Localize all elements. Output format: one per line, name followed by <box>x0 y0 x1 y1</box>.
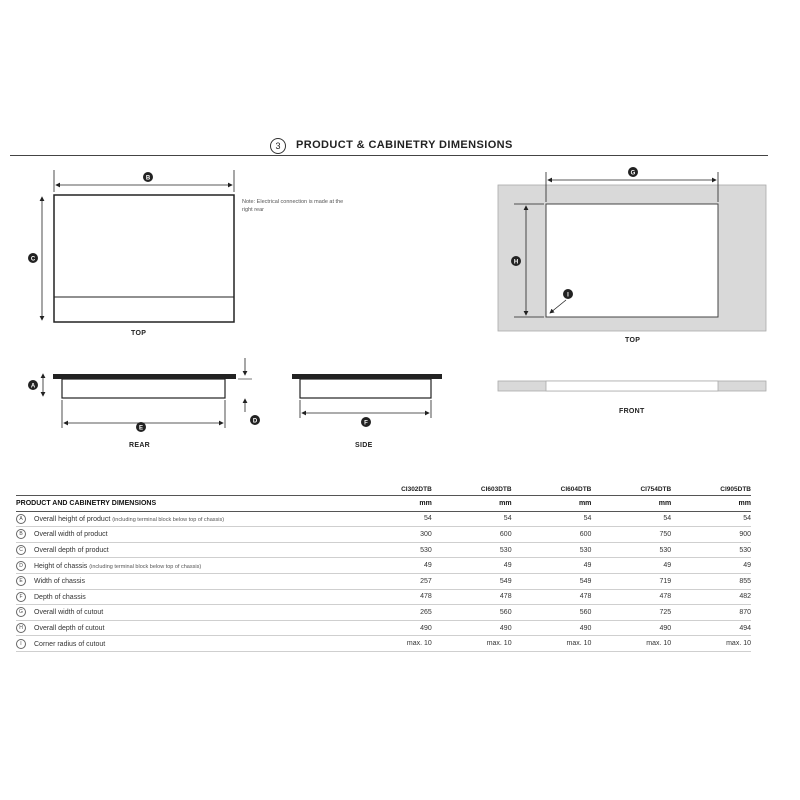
label-top-cutout: TOP <box>625 337 641 344</box>
row-key-badge: A <box>16 514 26 524</box>
value-cell: 490 <box>432 620 512 636</box>
value-cell: max. 10 <box>432 636 512 652</box>
electrical-note: Note: Electrical connection is made at the right rear <box>242 199 344 213</box>
value-cell: 530 <box>591 542 671 558</box>
row-label: Overall width of product <box>34 531 108 539</box>
value-cell: 600 <box>432 527 512 543</box>
value-cell: max. 10 <box>591 636 671 652</box>
row-key-badge: G <box>16 607 26 617</box>
product-side-view <box>292 374 442 427</box>
table-row <box>16 527 751 543</box>
value-cell: 490 <box>512 620 592 636</box>
row-key-badge: E <box>16 576 26 586</box>
value-cell: 478 <box>512 589 592 605</box>
marker-f-label: F <box>364 420 368 427</box>
value-cell: 600 <box>512 527 592 543</box>
row-key-badge: B <box>16 529 26 539</box>
value-cell: 49 <box>432 558 512 574</box>
row-label: Overall depth of product <box>34 546 109 554</box>
row-key-badge: I <box>16 639 26 649</box>
table-row <box>16 573 751 589</box>
row-label-cell <box>16 573 352 589</box>
value-cell: 855 <box>671 573 751 589</box>
marker-b-label: B <box>145 175 151 182</box>
value-cell: 530 <box>671 542 751 558</box>
value-cell: 560 <box>512 605 592 621</box>
model-header: CI604DTB <box>560 486 592 493</box>
table-row <box>16 620 751 636</box>
value-cell: 49 <box>591 558 671 574</box>
row-sublabel: (including terminal block below top of chassis) <box>89 563 202 570</box>
cutout-top-view <box>498 167 766 331</box>
value-cell: 49 <box>671 558 751 574</box>
value-cell: 719 <box>591 573 671 589</box>
model-header: CI754DTB <box>640 486 672 493</box>
cutout-front-view <box>498 381 766 391</box>
value-cell: 265 <box>352 605 432 621</box>
value-cell: 725 <box>591 605 671 621</box>
value-cell: max. 10 <box>671 636 751 652</box>
product-top-view <box>28 170 234 322</box>
product-rear-view <box>28 358 260 432</box>
row-label-cell <box>16 542 352 558</box>
row-label-cell <box>16 558 352 574</box>
table-row <box>16 511 751 527</box>
row-key-badge: C <box>16 545 26 555</box>
row-key-badge: H <box>16 623 26 633</box>
row-label: Overall depth of cutout <box>34 624 105 632</box>
marker-e-label: E <box>138 425 144 432</box>
label-rear: REAR <box>129 442 151 449</box>
row-label-cell <box>16 620 352 636</box>
value-cell: 549 <box>512 573 592 589</box>
value-cell: 530 <box>432 542 512 558</box>
row-sublabel: (including terminal block below top of chassis) <box>112 516 225 523</box>
marker-c-label: C <box>30 256 36 263</box>
row-label: Depth of chassis <box>34 593 86 601</box>
row-label-cell <box>16 589 352 605</box>
row-label-cell <box>16 527 352 543</box>
value-cell: 54 <box>512 511 592 527</box>
section-title: PRODUCT & CABINETRY DIMENSIONS <box>296 139 513 151</box>
label-front: FRONT <box>619 408 645 415</box>
value-cell: 300 <box>352 527 432 543</box>
value-cell: 560 <box>432 605 512 621</box>
row-label-cell <box>16 636 352 652</box>
value-cell: 54 <box>432 511 512 527</box>
model-header: CI302DTB <box>401 486 432 493</box>
value-cell: 482 <box>671 589 751 605</box>
value-cell: 49 <box>512 558 592 574</box>
value-cell: 478 <box>591 589 671 605</box>
table-units-row <box>16 496 751 512</box>
value-cell: 54 <box>671 511 751 527</box>
value-cell: 750 <box>591 527 671 543</box>
row-label: Height of chassis <box>34 562 88 570</box>
marker-a-label: A <box>30 383 36 390</box>
table-row <box>16 558 751 574</box>
value-cell: 257 <box>352 573 432 589</box>
marker-g-label: G <box>630 170 636 177</box>
row-label: Overall height of product <box>34 515 111 523</box>
row-label: Overall width of cutout <box>34 609 104 617</box>
value-cell: 530 <box>512 542 592 558</box>
section-number: 3 <box>270 138 286 154</box>
table-row <box>16 605 751 621</box>
section-header <box>0 136 800 160</box>
value-cell: max. 10 <box>512 636 592 652</box>
row-label: Corner radius of cutout <box>34 640 106 648</box>
value-cell: 530 <box>352 542 432 558</box>
dimension-diagrams <box>0 160 800 460</box>
table-row <box>16 542 751 558</box>
row-label-cell <box>16 605 352 621</box>
label-top-product: TOP <box>131 330 147 337</box>
row-label: Width of chassis <box>34 578 85 586</box>
value-cell: 490 <box>591 620 671 636</box>
value-cell: 490 <box>352 620 432 636</box>
marker-d-label: D <box>252 418 258 425</box>
unit-cell: mm <box>512 496 592 512</box>
value-cell: 549 <box>432 573 512 589</box>
value-cell: 900 <box>671 527 751 543</box>
table-row <box>16 589 751 605</box>
model-header: CI603DTB <box>480 486 512 493</box>
marker-i-label: I <box>567 292 569 299</box>
row-key-badge: D <box>16 561 26 571</box>
unit-cell: mm <box>432 496 512 512</box>
header-divider <box>10 155 768 156</box>
table-title: PRODUCT AND CABINETRY DIMENSIONS <box>16 496 352 512</box>
unit-cell: mm <box>591 496 671 512</box>
dimensions-table <box>16 484 751 652</box>
value-cell: 870 <box>671 605 751 621</box>
unit-cell: mm <box>671 496 751 512</box>
table-header-row <box>16 484 751 496</box>
unit-cell: mm <box>352 496 432 512</box>
value-cell: 478 <box>432 589 512 605</box>
label-side: SIDE <box>355 442 373 449</box>
value-cell: 494 <box>671 620 751 636</box>
value-cell: 49 <box>352 558 432 574</box>
table-row <box>16 636 751 652</box>
value-cell: max. 10 <box>352 636 432 652</box>
value-cell: 54 <box>352 511 432 527</box>
marker-h-label: H <box>513 259 519 266</box>
model-header: CI905DTB <box>720 486 751 493</box>
value-cell: 478 <box>352 589 432 605</box>
row-key-badge: F <box>16 592 26 602</box>
row-label-cell <box>16 511 352 527</box>
value-cell: 54 <box>591 511 671 527</box>
